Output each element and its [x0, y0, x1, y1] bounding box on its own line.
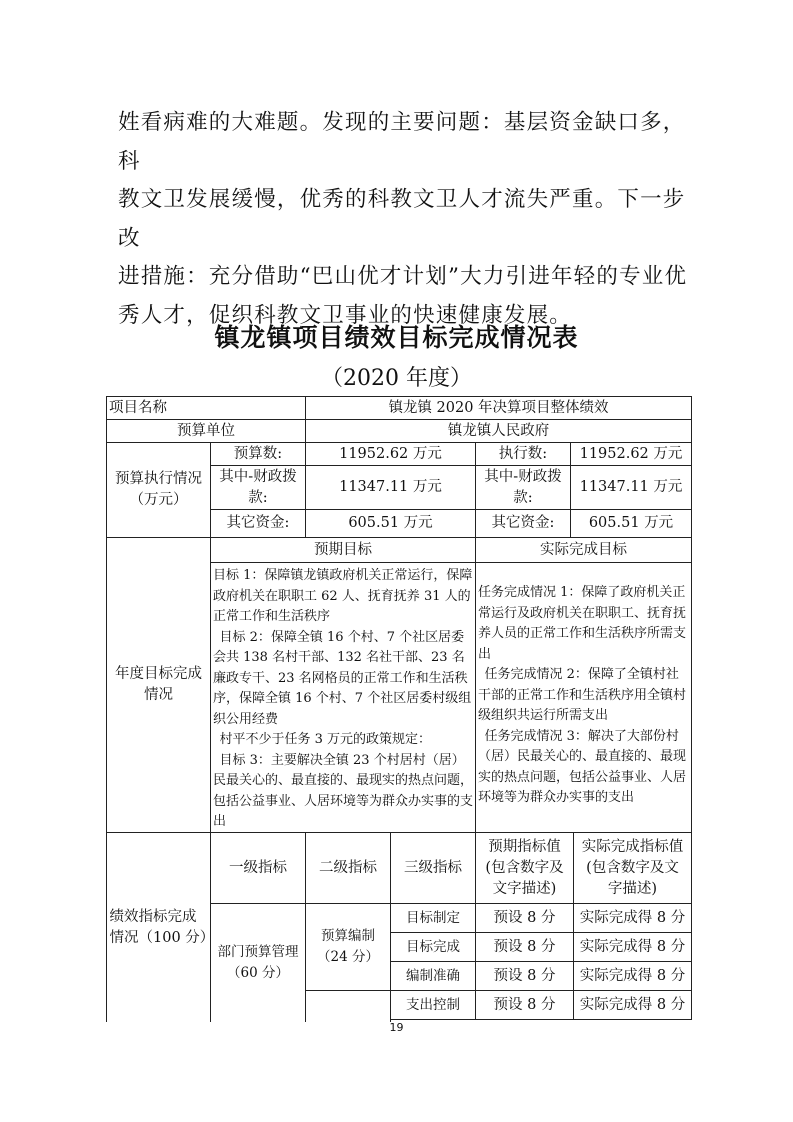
- actual-goal-3: 任务完成情况 3：解决了大部份村（居）民最关心的、最直接的、最现实的热点问题，包括公益事业、人居环境等为群众办实事的支出: [478, 728, 687, 805]
- level1-text: 部门预算管理（60 分）: [217, 944, 299, 981]
- actual-value-cell: 实际完成得 8 分: [573, 903, 692, 933]
- budget-label-a: [210, 465, 306, 510]
- budget-label-b: [475, 465, 571, 510]
- budget-exec-label-text: 预算执行情况（万元）: [115, 471, 202, 508]
- paragraph-line: 教文卫发展缓慢，优秀的科教文卫人才流失严重。下一步改: [118, 187, 686, 251]
- budget-exec-label: [106, 442, 211, 538]
- paragraph-line: 秀人才，促织科教文卫事业的快速健康发展。: [118, 302, 573, 328]
- actual-value-cell: 实际完成得 8 分: [573, 932, 692, 962]
- header-expected-value-text: 预期指标值(包含数字及文字描述): [485, 838, 564, 897]
- header-level1: 一级指标: [210, 832, 306, 904]
- actual-goal-2: 任务完成情况 2：保障了全镇村社干部的正常工作和生活秩序用全镇村级组织共运行所需支出: [478, 667, 687, 723]
- actual-goals-content: [475, 562, 692, 833]
- indicators-label: [106, 832, 215, 1022]
- actual-goal-1: 任务完成情况 1：保障了政府机关正常运行及政府机关在职职工、抚育抚养人员的正常工作和生活秩序所需支出: [478, 585, 687, 662]
- project-name-value: 镇龙镇 2020 年决算项目整体绩效: [305, 396, 692, 420]
- annual-goals-label-text: 年度目标完成情况: [115, 666, 202, 703]
- budget-label-b: 执行数:: [475, 442, 571, 466]
- expected-goals-content: [210, 562, 476, 833]
- budget-unit-value: 镇龙镇人民政府: [305, 419, 692, 443]
- level3-cell: 编制准确: [390, 961, 476, 991]
- expected-goals-header: 预期目标: [210, 537, 476, 563]
- expected-value-cell: 预设 8 分: [475, 961, 574, 991]
- header-actual-value-text: 实际完成指标值(包含数字及文字描述): [581, 838, 684, 897]
- budget-unit-label: 预算单位: [106, 419, 306, 443]
- expected-goal-note: 村平不少于任务 3 万元的政策规定：: [219, 732, 432, 747]
- expected-goal-1: 目标 1：保障镇龙镇政府机关正常运行，保障政府机关在职职工 62 人、抚育抚养 31 人的正常工作和生活秩序: [213, 568, 473, 624]
- table-subtitle: （2020 年度）: [321, 366, 472, 391]
- actual-value-cell: 实际完成得 8 分: [573, 990, 692, 1020]
- paragraph-line: 姓看病难的大难题。发现的主要问题：基层资金缺口多，科: [118, 110, 686, 174]
- header-level3: 三级指标: [390, 832, 476, 904]
- page-number: 19: [389, 1021, 404, 1034]
- level2-cell: [305, 903, 391, 991]
- level1-cell: [210, 903, 306, 1022]
- level2-text: 预算编制（24 分）: [317, 928, 379, 965]
- budget-label-a-text: 其中-财政拨款:: [219, 468, 297, 506]
- budget-value-b: 605.51 万元: [570, 509, 692, 538]
- budget-value-a: 11952.62 万元: [305, 442, 476, 466]
- paragraph-line: 进措施：充分借助“巴山优才计划”大力引进年轻的专业优: [118, 264, 688, 289]
- annual-goals-label: [106, 537, 211, 833]
- level3-cell: 目标制定: [390, 903, 476, 933]
- budget-label-a: 预算数:: [210, 442, 306, 466]
- header-actual-value: [573, 832, 692, 904]
- budget-label-b-text: 其中-财政拨款:: [484, 468, 562, 506]
- budget-label-a: 其它资金:: [210, 509, 306, 538]
- indicators-label-text: 绩效指标完成情况（100 分）: [109, 908, 215, 946]
- level3-cell: 支出控制: [390, 990, 476, 1020]
- actual-value-cell: 实际完成得 8 分: [573, 961, 692, 991]
- table-title: 镇龙镇项目绩效目标完成情况表: [214, 323, 579, 352]
- budget-value-b: 11952.62 万元: [570, 442, 692, 466]
- project-name-label: 项目名称: [106, 396, 306, 420]
- level2-cell-empty: [305, 990, 391, 1022]
- budget-value-a: 11347.11 万元: [305, 465, 476, 510]
- expected-value-cell: 预设 8 分: [475, 903, 574, 933]
- expected-goal-2: 目标 2：保障全镇 16 个村、7 个社区居委会共 138 名村干部、132 名社干部、23 名廉政专干、23 名网格员的正常工作和生活秩序，保障全镇 16 个村、7 个社区居委村级组织公用经费: [213, 629, 472, 727]
- budget-value-b: 11347.11 万元: [570, 465, 692, 510]
- budget-value-a: 605.51 万元: [305, 509, 476, 538]
- budget-label-b: 其它资金:: [475, 509, 571, 538]
- header-expected-value: [475, 832, 574, 904]
- expected-goal-3: 目标 3：主要解决全镇 23 个村居村（居）民最关心的、最直接的、最现实的热点问题，包括公益事业、人居环境等为群众办实事的支出: [213, 752, 474, 829]
- actual-goals-header: 实际完成目标: [475, 537, 692, 563]
- level3-cell: 目标完成: [390, 932, 476, 962]
- header-level2: 二级指标: [305, 832, 391, 904]
- expected-value-cell: 预设 8 分: [475, 990, 574, 1020]
- body-paragraph: [118, 104, 698, 335]
- expected-value-cell: 预设 8 分: [475, 932, 574, 962]
